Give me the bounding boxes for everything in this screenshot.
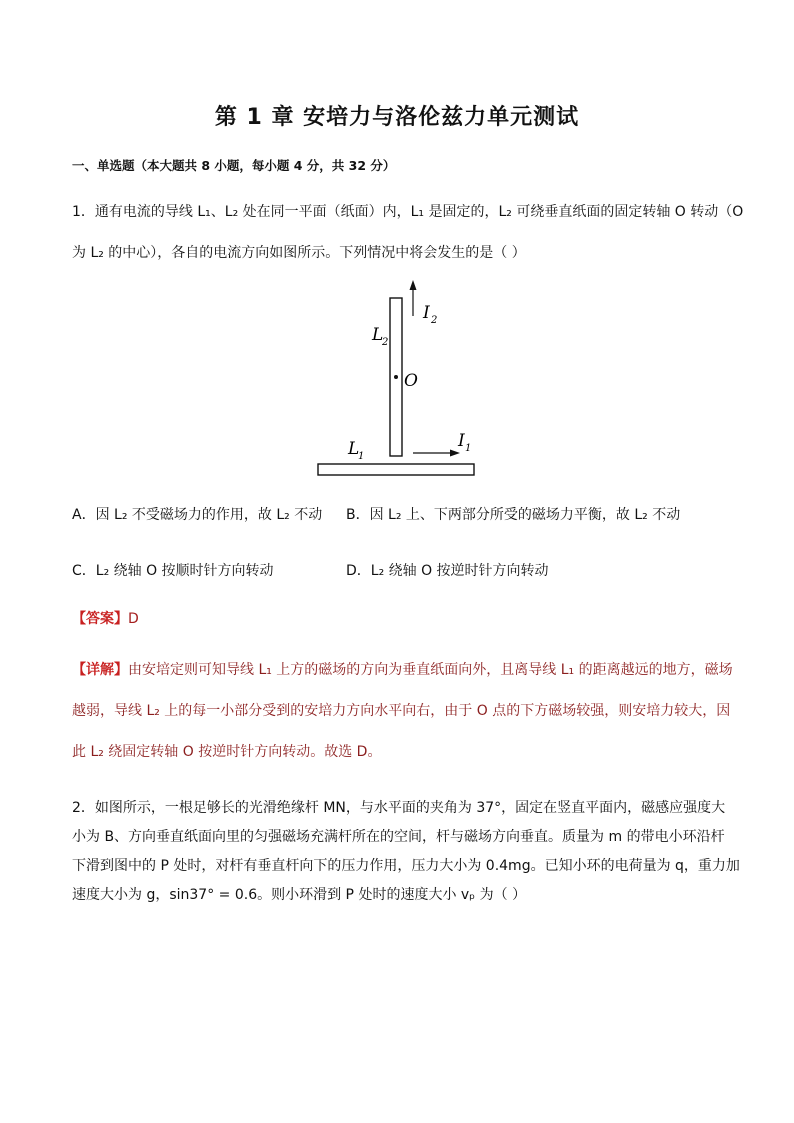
label-l2-subscript: 2 xyxy=(382,337,389,348)
question-2-line: 下滑到图中的 P 处时，对杆有垂直杆向下的压力作用，压力大小为 0.4mg。已知小环的电荷量为 q，重力加 xyxy=(72,858,740,874)
label-o: O xyxy=(404,371,418,391)
question-2-line: 速度大小为 g，sin37° = 0.6。则小环滑到 P 处时的速度大小 vₚ 为（ ） xyxy=(72,887,527,903)
question-1-line: 1．通有电流的导线 L₁、L₂ 处在同一平面（纸面）内，L₁ 是固定的，L₂ 可绕垂直纸面的固定转轴 O 转动（O xyxy=(72,204,744,220)
option-b: B．因 L₂ 上、下两部分所受的磁场力平衡，故 L₂ 不动 xyxy=(346,507,681,523)
detail-line: 越弱，导线 L₂ 上的每一小部分受到的安培力方向水平向右，由于 O 点的下方磁场较强，则安培力较大，因 xyxy=(72,703,731,719)
answer-block xyxy=(72,608,139,628)
question-1-line: 为 L₂ 的中心），各自的电流方向如图所示。下列情况中将会发生的是（ ） xyxy=(72,245,526,261)
label-i1: I xyxy=(458,431,465,451)
pivot-o-dot xyxy=(394,375,398,379)
label-l1: L xyxy=(348,439,360,459)
question-2-line: 小为 B、方向垂直纸面向里的匀强磁场充满杆所在的空间，杆与磁场方向垂直。质量为 m 的带电小环沿杆 xyxy=(72,829,725,845)
detail-line: 此 L₂ 绕固定转轴 O 按逆时针方向转动。故选 D。 xyxy=(72,744,382,760)
page-title: 第 1 章 安培力与洛伦兹力单元测试 xyxy=(214,105,580,130)
option-c: C．L₂ 绕轴 O 按顺时针方向转动 xyxy=(72,563,274,579)
question-2-line: 2．如图所示，一根足够长的光滑绝缘杆 MN，与水平面的夹角为 37°，固定在竖直平面内，磁感应强度大 xyxy=(72,800,726,816)
label-i2: I xyxy=(423,303,430,323)
answer-tag: 【答案】 xyxy=(72,611,128,627)
question-2-stem xyxy=(72,794,740,910)
section-header: 一、单选题（本大题共 8 小题，每小题 4 分，共 32 分） xyxy=(72,158,396,173)
arrowhead-up-icon xyxy=(410,280,417,290)
detail-line xyxy=(72,656,733,697)
answer-value: D xyxy=(128,611,139,627)
detail-block xyxy=(72,656,733,779)
label-l2: L xyxy=(372,325,384,345)
detail-line-text: 由安培定则可知导线 L₁ 上方的磁场的方向为垂直纸面向外，且离导线 L₁ 的距离越远的地方，磁场 xyxy=(128,662,733,678)
option-d: D．L₂ 绕轴 O 按逆时针方向转动 xyxy=(346,563,549,579)
label-i2-subscript: 2 xyxy=(431,315,438,326)
conductor-l1 xyxy=(318,464,474,475)
question-1-stem xyxy=(72,198,744,280)
question-1-figure xyxy=(300,278,500,480)
label-l1-subscript: 1 xyxy=(358,451,365,462)
detail-tag: 【详解】 xyxy=(72,662,128,678)
option-a: A．因 L₂ 不受磁场力的作用，故 L₂ 不动 xyxy=(72,507,323,523)
label-i1-subscript: 1 xyxy=(465,443,472,454)
